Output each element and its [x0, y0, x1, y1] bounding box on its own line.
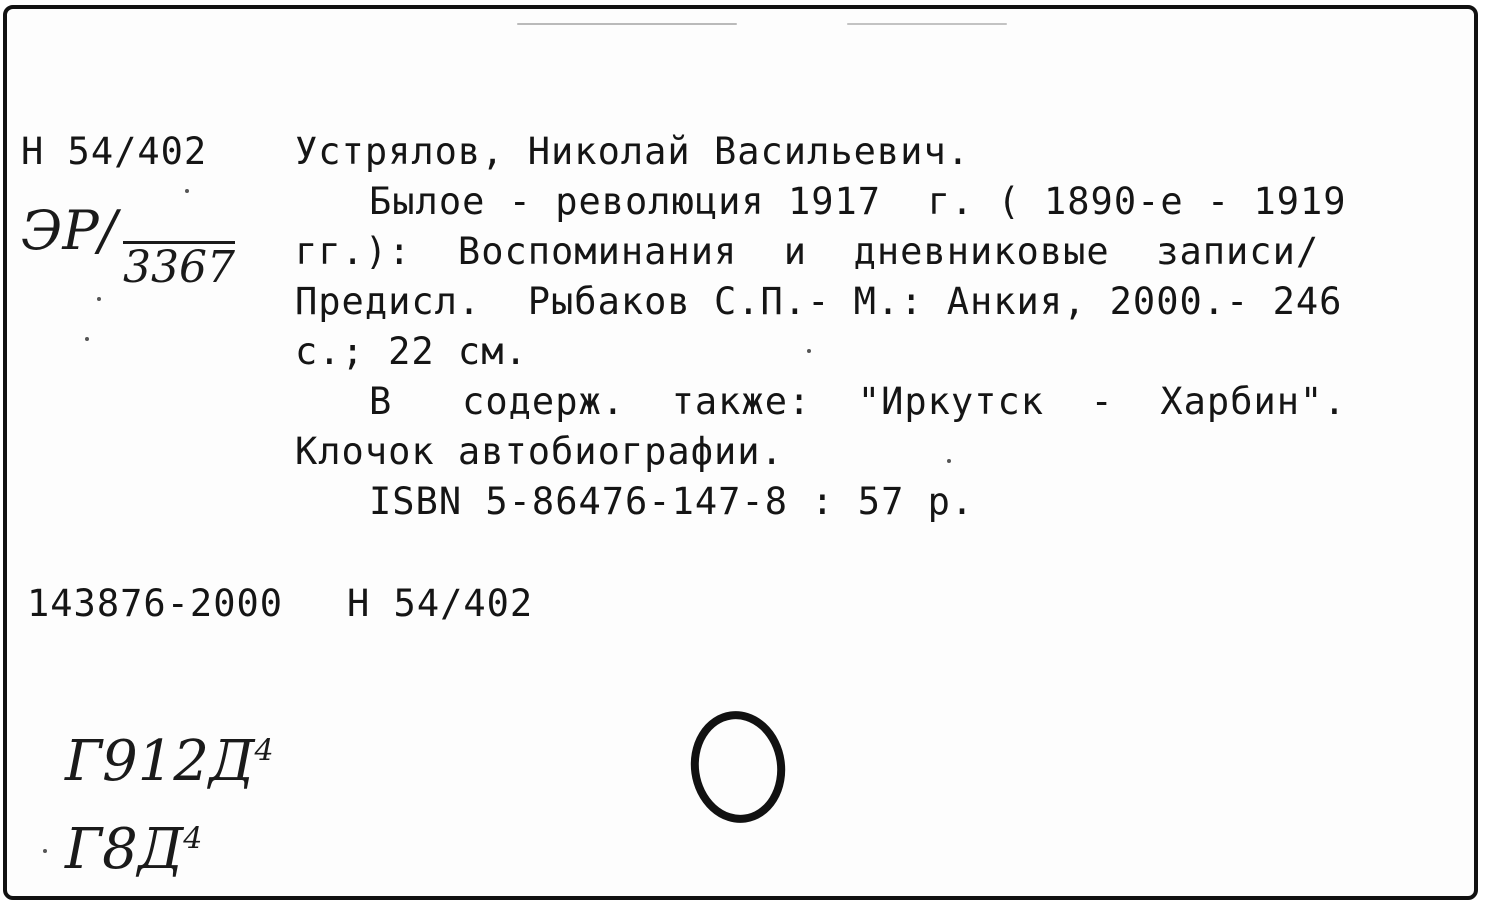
isbn-line: ISBN 5-86476-147-8 : 57 р. [369, 480, 975, 523]
speck [185, 189, 189, 193]
speck [807, 349, 811, 353]
speck [97, 297, 101, 301]
svg-text:O: O [737, 770, 739, 772]
speck [85, 337, 89, 341]
contents-line-1: В содерж. также: "Иркутск - Харбин". [369, 380, 1347, 423]
description-line-4: с.; 22 см. [295, 330, 528, 373]
speck [947, 459, 951, 463]
call-number: Н 54/402 [21, 130, 208, 173]
handwritten-note-1: $Г912Д^4$ [65, 729, 274, 794]
stamp-ring-icon [685, 707, 795, 831]
contents-line-2: Клочок автобиографии. [295, 430, 784, 473]
footer-call-number: Н 54/402 [347, 582, 534, 625]
description-line-2: гг.): Воспоминания и дневниковые записи/ [295, 230, 1320, 273]
description-line-3: Предисл. Рыбаков С.П.- М.: Анкия, 2000.- 246 [295, 280, 1343, 323]
handwritten-note-2: $Г8Д^4$ [65, 817, 203, 882]
speck [43, 849, 47, 853]
author-heading: Устрялов, Николай Васильевич. [295, 130, 971, 173]
shelf-mark-prefix: ЭР/ [21, 199, 117, 262]
record-number: 143876-2000 [27, 582, 284, 625]
shelf-mark-number: 3367 [123, 242, 235, 293]
top-scan-mark [517, 23, 737, 25]
top-scan-mark-2 [847, 23, 1007, 25]
description-line-1: Былое - революция 1917 г. ( 1890-е - 1919 [369, 180, 1347, 223]
catalog-card [3, 5, 1478, 900]
